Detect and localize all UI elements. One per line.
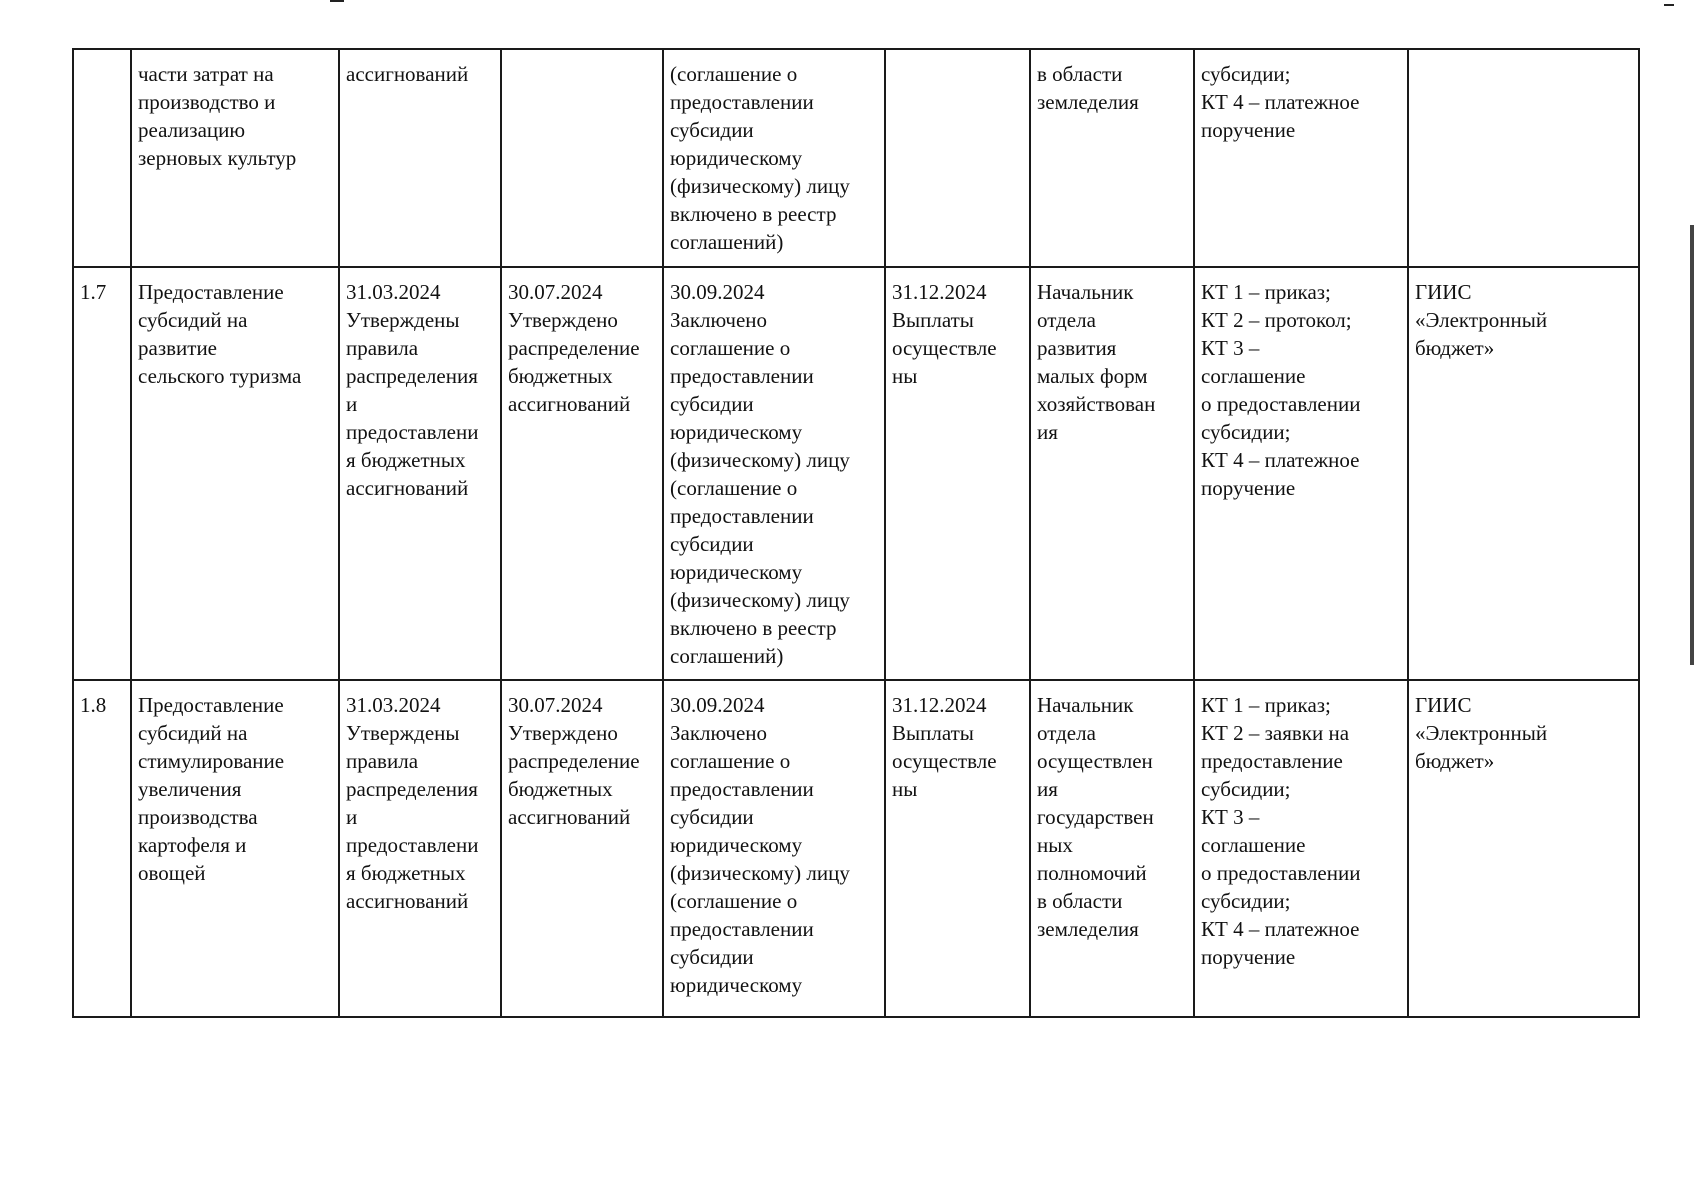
cell-event-name: Предоставление субсидий на стимулирование увеличения производства картофеля и овощей	[131, 680, 339, 1017]
cell-control-point-1: 31.03.2024 Утверждены правила распределения и предоставлени я бюджетных ассигнований	[339, 680, 501, 1017]
cell-control-point-3: (соглашение о предоставлении субсидии юридическому (физическому) лицу включено в реестр соглашений)	[663, 49, 885, 267]
table-row	[73, 49, 1639, 267]
cell-control-point-1: 31.03.2024 Утверждены правила распределения и предоставлени я бюджетных ассигнований	[339, 267, 501, 680]
cell-info-system: ГИИС «Электронный бюджет»	[1408, 267, 1639, 680]
cell-responsible: Начальник отдела развития малых форм хозяйствован ия	[1030, 267, 1194, 680]
cell-number	[73, 49, 131, 267]
cell-number: 1.8	[73, 680, 131, 1017]
control-points-table	[72, 48, 1640, 1018]
table-row	[73, 680, 1639, 1017]
scan-mark-top	[330, 0, 344, 2]
cell-info-system	[1408, 49, 1639, 267]
cell-control-point-2: 30.07.2024 Утверждено распределение бюджетных ассигнований	[501, 680, 663, 1017]
table-row	[73, 267, 1639, 680]
cell-control-point-final: 31.12.2024 Выплаты осуществле ны	[885, 267, 1030, 680]
cell-number: 1.7	[73, 267, 131, 680]
cell-control-point-2: 30.07.2024 Утверждено распределение бюджетных ассигнований	[501, 267, 663, 680]
cell-control-point-3: 30.09.2024 Заключено соглашение о предоставлении субсидии юридическому (физическому) лицу (соглашение о предоставлении субсидии юридическому	[663, 680, 885, 1017]
scan-mark-right	[1664, 4, 1674, 6]
cell-control-point-final: 31.12.2024 Выплаты осуществле ны	[885, 680, 1030, 1017]
cell-document-type: КТ 1 – приказ; КТ 2 – протокол; КТ 3 – соглашение о предоставлении субсидии; КТ 4 – платежное поручение	[1194, 267, 1408, 680]
cell-responsible: Начальник отдела осуществлен ия государствен ных полномочий в области земледелия	[1030, 680, 1194, 1017]
cell-control-point-2	[501, 49, 663, 267]
cell-event-name: части затрат на производство и реализацию зерновых культур	[131, 49, 339, 267]
cell-event-name: Предоставление субсидий на развитие сельского туризма	[131, 267, 339, 680]
cell-document-type: КТ 1 – приказ; КТ 2 – заявки на предоставление субсидии; КТ 3 – соглашение о предоставлении субсидии; КТ 4 – платежное поручение	[1194, 680, 1408, 1017]
cell-control-point-final	[885, 49, 1030, 267]
cell-responsible: в области земледелия	[1030, 49, 1194, 267]
cell-info-system: ГИИС «Электронный бюджет»	[1408, 680, 1639, 1017]
scan-edge-right	[1690, 225, 1694, 665]
cell-control-point-3: 30.09.2024 Заключено соглашение о предоставлении субсидии юридическому (физическому) лицу (соглашение о предоставлении субсидии юридическому (физическому) лицу включено в реестр соглашений)	[663, 267, 885, 680]
cell-document-type: субсидии; КТ 4 – платежное поручение	[1194, 49, 1408, 267]
cell-control-point-1: ассигнований	[339, 49, 501, 267]
